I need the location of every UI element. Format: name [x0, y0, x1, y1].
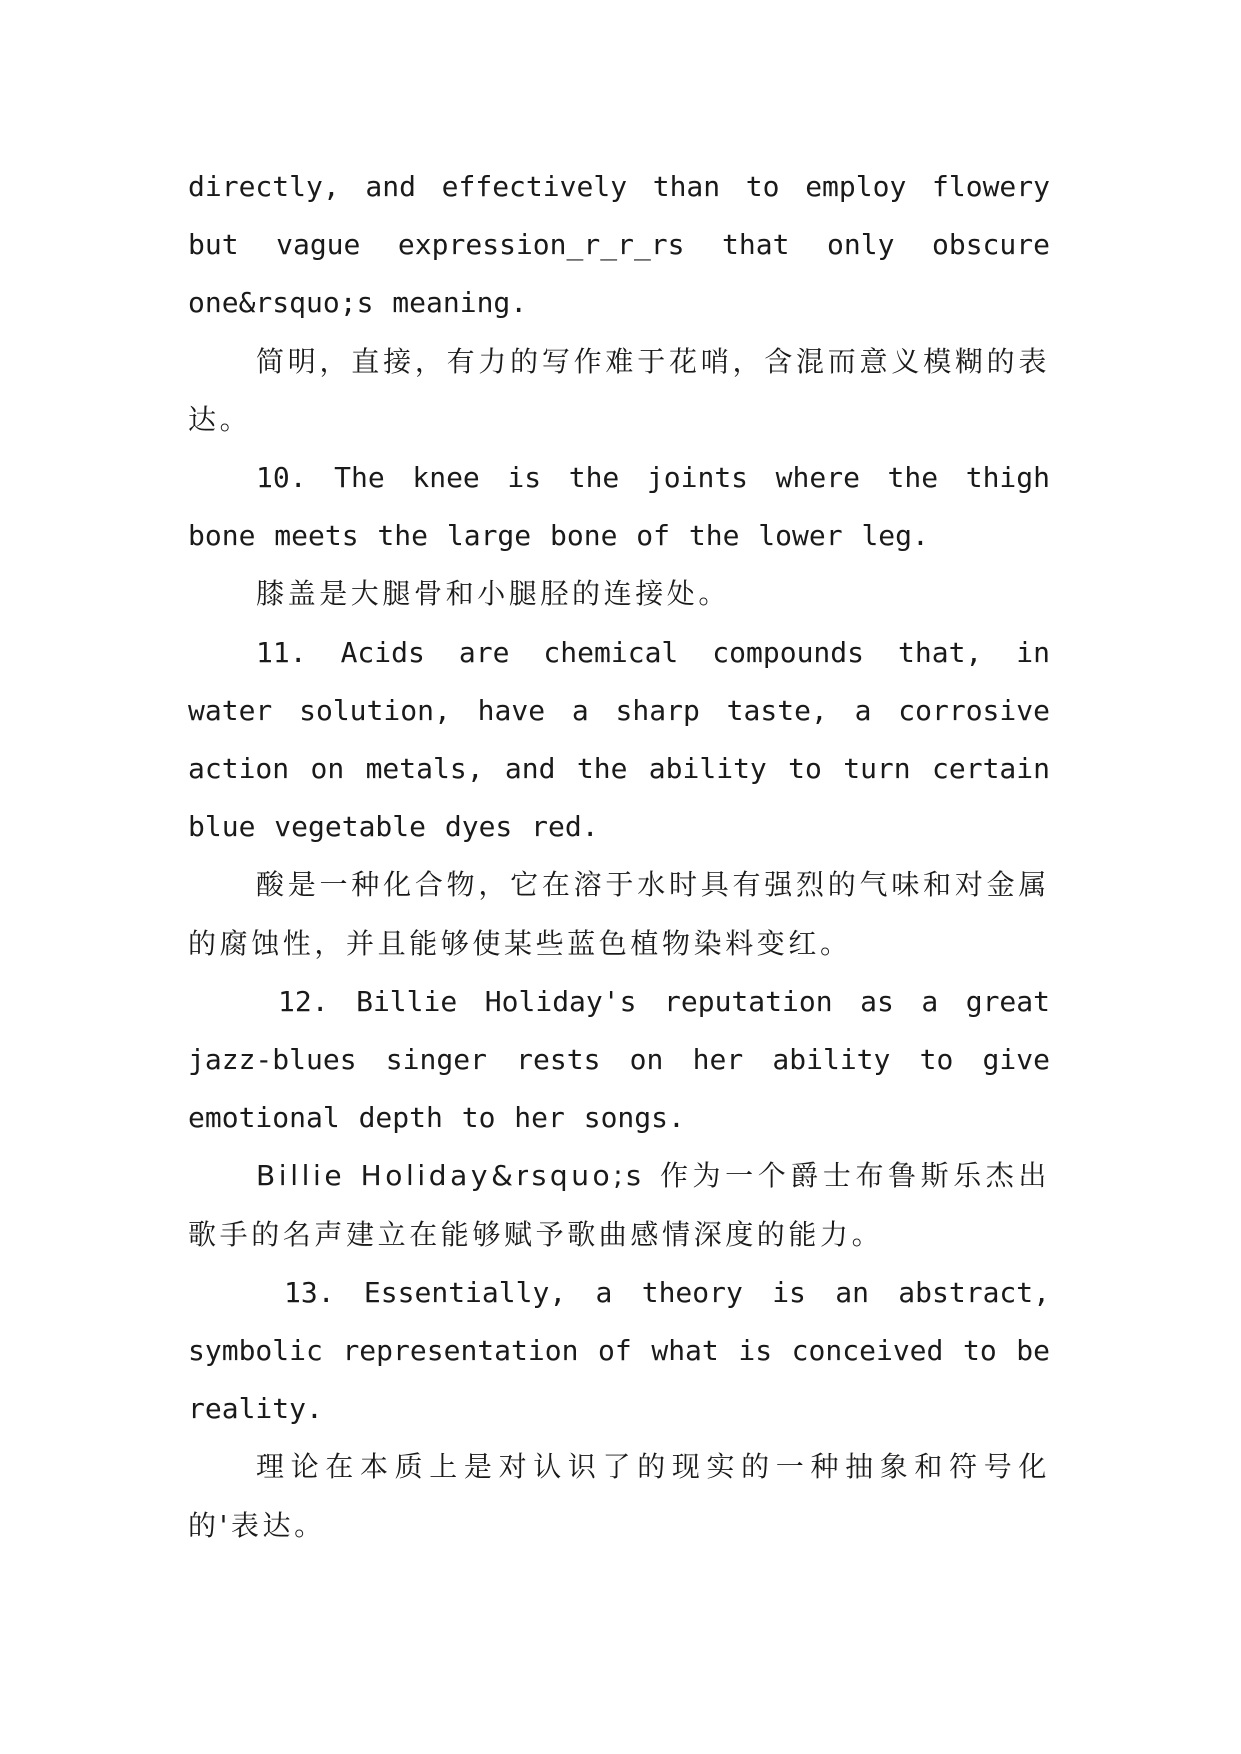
paragraph-translation-zh: 简明，直接，有力的写作难于花哨，含混而意义模糊的表达。 — [188, 344, 1050, 436]
paragraph-item-11-en: 11. Acids are chemical compounds that, in water solution, have a sharp taste, a corrosive action on metals, and the ability to turn certain blue vegetable dyes red. — [188, 635, 1050, 844]
paragraph-item-10-zh: 膝盖是大腿骨和小腿胫的连接处。 — [256, 577, 731, 611]
paragraph-item-13-zh: 理论在本质上是对认识了的现实的一种抽象和符号化的'表达。 — [188, 1450, 1050, 1542]
paragraph-item-12-en: 12. Billie Holiday's reputation as a great jazz-blues singer rests on her ability to give emotional depth to her songs. — [188, 984, 1050, 1135]
paragraph-continuation-en: directly, and effectively than to employ flowery but vague expression_r_r_rs that only obscure one&rsquo;s meaning. — [188, 170, 1050, 320]
paragraph-item-10-en: 10. The knee is the joints where the thigh bone meets the large bone of the lower leg. — [188, 461, 1050, 553]
document-body — [188, 158, 1050, 1555]
paragraph-item-13-en: 13. Essentially, a theory is an abstract, symbolic representation of what is conceived to be reality. — [188, 1275, 1050, 1426]
paragraph-item-12-zh: Billie Holiday&rsquo;s 作为一个爵士布鲁斯乐杰出歌手的名声建立在能够赋予歌曲感情深度的能力。 — [188, 1159, 1050, 1251]
paragraph-item-11-zh: 酸是一种化合物，它在溶于水时具有强烈的气味和对金属的腐蚀性，并且能够使某些蓝色植物染料变红。 — [188, 868, 1050, 960]
